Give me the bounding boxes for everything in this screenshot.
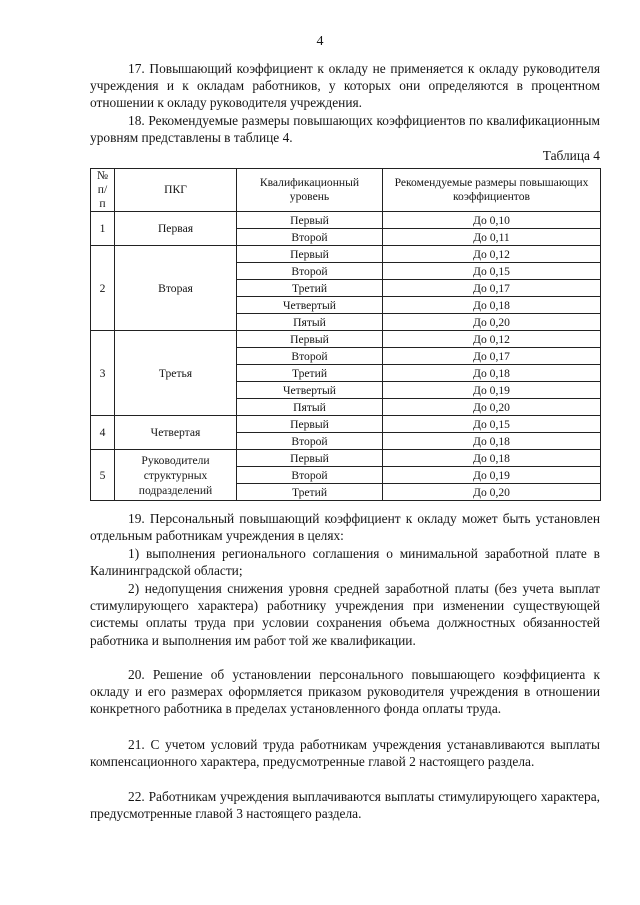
level-cell: Пятый [237, 314, 383, 331]
group-name: Вторая [115, 246, 237, 331]
coefficient-cell: До 0,12 [383, 331, 601, 348]
level-cell: Третий [237, 484, 383, 501]
paragraph-21: 21. С учетом условий труда работникам учреждения устанавливаются выплаты компенсационного характера, предусмотренные главой 2 настоящего раздела. [90, 737, 600, 770]
table-header-row [91, 169, 601, 212]
header-coef: Рекомендуемые размеры повышающих коэффициентов [383, 169, 601, 212]
header-level: Квалификационный уровень [237, 169, 383, 212]
coefficient-cell: До 0,18 [383, 433, 601, 450]
page-number: 4 [316, 34, 324, 49]
group-number: 2 [91, 246, 115, 331]
level-cell: Второй [237, 467, 383, 484]
table-row [91, 416, 601, 433]
coefficient-cell: До 0,11 [383, 229, 601, 246]
coefficient-cell: До 0,15 [383, 416, 601, 433]
level-cell: Второй [237, 433, 383, 450]
table-row [91, 246, 601, 263]
level-cell: Четвертый [237, 382, 383, 399]
table-row [91, 331, 601, 348]
level-cell: Второй [237, 263, 383, 280]
header-num: № п/п [91, 169, 115, 212]
table-row [91, 212, 601, 229]
group-number: 1 [91, 212, 115, 246]
group-name: Руководители структурных подразделений [115, 450, 237, 501]
level-cell: Третий [237, 280, 383, 297]
level-cell: Первый [237, 212, 383, 229]
level-cell: Третий [237, 365, 383, 382]
table-body [91, 212, 601, 501]
coefficients-table [90, 168, 601, 501]
paragraph-19-item-1: 1) выполнения регионального соглашения о минимальной заработной плате в Калининградской области; [90, 546, 600, 579]
level-cell: Второй [237, 348, 383, 365]
paragraph-17: 17. Повышающий коэффициент к окладу не применяется к окладу руководителя учреждения и к окладам работников, у которых они определяются в процентном отношении к окладу руководителя учреждения. [90, 61, 600, 111]
level-cell: Четвертый [237, 297, 383, 314]
table-caption: Таблица 4 [542, 148, 600, 163]
group-name: Первая [115, 212, 237, 246]
coefficient-cell: До 0,10 [383, 212, 601, 229]
level-cell: Пятый [237, 399, 383, 416]
coefficient-cell: До 0,12 [383, 246, 601, 263]
coefficient-cell: До 0,18 [383, 297, 601, 314]
group-number: 4 [91, 416, 115, 450]
coefficient-cell: До 0,20 [383, 399, 601, 416]
level-cell: Первый [237, 416, 383, 433]
group-number: 5 [91, 450, 115, 501]
paragraph-18: 18. Рекомендуемые размеры повышающих коэффициентов по квалификационным уровням представлены в таблице 4. [90, 113, 600, 146]
paragraph-20: 20. Решение об установлении персонального повышающего коэффициента к окладу и его размерах оформляется приказом руководителя учреждения в отношении конкретного работника в пределах установленного фонда оплаты труда. [90, 667, 600, 717]
group-name: Третья [115, 331, 237, 416]
table-row [91, 450, 601, 467]
group-name: Четвертая [115, 416, 237, 450]
level-cell: Первый [237, 450, 383, 467]
coefficient-cell: До 0,18 [383, 365, 601, 382]
coefficient-cell: До 0,20 [383, 314, 601, 331]
coefficient-cell: До 0,19 [383, 467, 601, 484]
level-cell: Первый [237, 246, 383, 263]
coefficient-cell: До 0,17 [383, 348, 601, 365]
group-number: 3 [91, 331, 115, 416]
paragraph-19-item-2: 2) недопущения снижения уровня средней заработной платы (без учета выплат стимулирующего характера) работнику учреждения при изменении существующей системы оплаты труда при условии сохранения объема должностных обязанностей работника и выполнения им работ той же квалификации. [90, 581, 600, 648]
level-cell: Первый [237, 331, 383, 348]
coefficient-cell: До 0,15 [383, 263, 601, 280]
coefficient-cell: До 0,20 [383, 484, 601, 501]
paragraph-22: 22. Работникам учреждения выплачиваются выплаты стимулирующего характера, предусмотренные главой 3 настоящего раздела. [90, 789, 600, 822]
level-cell: Второй [237, 229, 383, 246]
paragraph-19: 19. Персональный повышающий коэффициент к окладу может быть установлен отдельным работникам учреждения в целях: [90, 511, 600, 544]
header-pkg: ПКГ [115, 169, 237, 212]
coefficient-cell: До 0,19 [383, 382, 601, 399]
coefficient-cell: До 0,18 [383, 450, 601, 467]
coefficient-cell: До 0,17 [383, 280, 601, 297]
